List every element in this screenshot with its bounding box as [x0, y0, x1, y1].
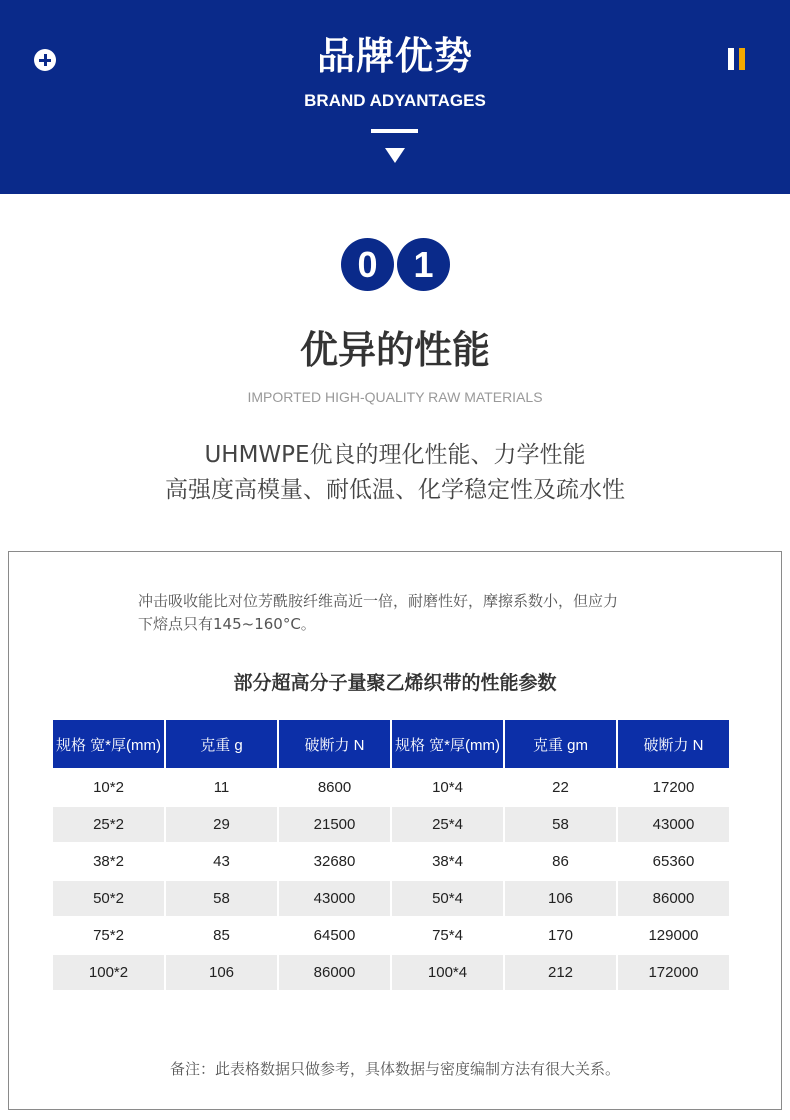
intro-text — [0, 438, 790, 508]
table-cell: 75*4 — [432, 927, 463, 944]
table-cell: 85 — [213, 927, 230, 944]
table-cell: 11 — [213, 779, 230, 796]
header-cell: 破断力 N — [618, 720, 729, 768]
table-cell: 100*2 — [53, 955, 164, 990]
intro-line-2: 高强度高模量、耐低温、化学稳定性及疏水性 — [165, 477, 625, 503]
banner-subtitle: BRAND ADYANTAGES — [304, 91, 486, 110]
table-row — [53, 807, 729, 842]
table-cell: 212 — [505, 955, 616, 990]
table-cell: 32680 — [313, 853, 356, 870]
table-cell: 25*2 — [53, 807, 164, 842]
table-cell: 100*4 — [392, 955, 503, 990]
table-row — [53, 955, 729, 990]
section-number-digit-0: 0 — [341, 238, 394, 291]
section-title: 优异的性能 — [299, 328, 490, 372]
table-cell: 64500 — [313, 927, 356, 944]
table-cell: 25*4 — [392, 807, 503, 842]
table-cell: 106 — [166, 955, 277, 990]
down-arrow-icon — [385, 148, 405, 163]
table-cell: 129000 — [648, 927, 699, 944]
table-cell: 10*4 — [432, 779, 463, 796]
table-cell: 86000 — [618, 881, 729, 916]
table-cell: 106 — [505, 881, 616, 916]
table-cell: 43 — [213, 853, 230, 870]
table-row — [53, 844, 729, 879]
table-cell: 172000 — [618, 955, 729, 990]
table-cell: 86 — [552, 853, 569, 870]
intro-line-1: UHMWPE优良的理化性能、力学性能 — [204, 442, 586, 468]
table-title: 部分超高分子量聚乙烯织带的性能参数 — [233, 672, 557, 694]
table-cell: 38*4 — [432, 853, 463, 870]
table-cell: 38*2 — [93, 853, 124, 870]
header-cell: 克重 gm — [505, 720, 616, 768]
table-note: 备注：此表格数据只做参考，具体数据与密度编制方法有很大关系。 — [169, 1060, 620, 1078]
table-cell: 170 — [547, 927, 574, 944]
header-cell: 克重 g — [166, 720, 277, 768]
description-line-2: 下熔点只有145~160°C。 — [138, 615, 316, 633]
table-cell: 75*2 — [93, 927, 124, 944]
performance-table — [51, 718, 731, 992]
performance-panel — [8, 551, 782, 1110]
table-cell: 65360 — [652, 853, 695, 870]
description-line-1: 冲击吸收能比对位芳酰胺纤维高近一倍，耐磨性好，摩擦系数小，但应力 — [138, 592, 619, 610]
table-cell: 50*4 — [392, 881, 503, 916]
description — [138, 590, 668, 636]
table-row — [53, 881, 729, 916]
table-cell: 22 — [552, 779, 569, 796]
banner-title: 品牌优势 — [316, 34, 473, 78]
table-cell: 43000 — [279, 881, 390, 916]
table-header-row — [53, 720, 729, 768]
table-cell: 21500 — [279, 807, 390, 842]
section-subtitle: IMPORTED HIGH-QUALITY RAW MATERIALS — [247, 389, 543, 405]
header-cell: 破断力 N — [279, 720, 390, 768]
table-row — [53, 918, 729, 953]
banner-divider — [371, 129, 418, 133]
table-cell: 10*2 — [93, 779, 124, 796]
table-cell: 17200 — [652, 779, 695, 796]
table-cell: 86000 — [279, 955, 390, 990]
table-cell: 8600 — [317, 779, 352, 796]
brand-banner — [0, 0, 790, 194]
table-cell: 58 — [166, 881, 277, 916]
section-number-digit-1: 1 — [397, 238, 450, 291]
table-cell: 58 — [505, 807, 616, 842]
table-row — [53, 770, 729, 805]
table-cell: 29 — [166, 807, 277, 842]
table-cell: 50*2 — [53, 881, 164, 916]
header-cell: 规格 宽*厚(mm) — [392, 720, 503, 768]
table-cell: 43000 — [618, 807, 729, 842]
header-cell: 规格 宽*厚(mm) — [53, 720, 164, 768]
